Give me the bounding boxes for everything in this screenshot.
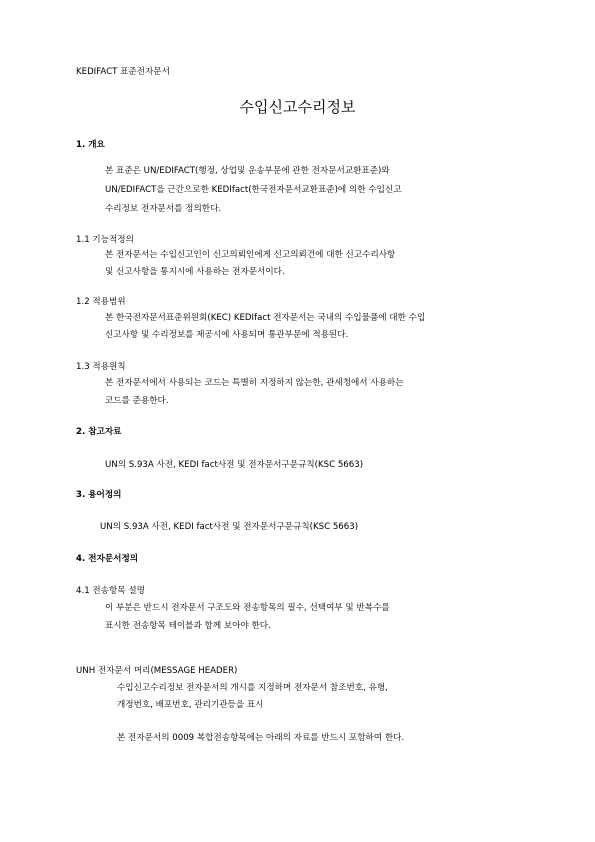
unh-note: 본 전자문서의 0009 복합전송항목에는 아래의 자료를 반드시 포함하여 한다.	[117, 733, 405, 743]
document-header: KEDIFACT 표준전자문서	[76, 67, 170, 77]
document-title: 수입신고수리정보	[239, 98, 356, 116]
section-2-text: UN의 S.93A 사전, KEDI fact사전 및 전자문서구문규칙(KSC 5663)	[105, 460, 364, 470]
section-1-3-heading: 1.3 적용원칙	[76, 362, 126, 372]
section-4-1-line-1: 이 부분은 반드시 전자문서 구조도와 전송항목의 필수, 선택여부 및 반복수를	[105, 603, 390, 613]
section-1-line-3: 수리정보 전자문서를 정의한다.	[105, 204, 222, 214]
section-1-3-line-1: 본 전자문서에서 사용되는 코드는 특별히 지정하지 않는한, 관세청에서 사용하는	[105, 378, 404, 388]
section-1-2-line-1: 본 한국전자문서표준위원회(KEC) KEDIfact 전자문서는 국내의 수입물품에 대한 수입	[105, 313, 426, 323]
unh-line-1: 수입신고수리정보 전자문서의 개시를 지정하며 전자문서 참조번호, 유형,	[117, 683, 388, 693]
section-1-1-heading: 1.1 기능적정의	[76, 235, 134, 245]
section-1-2-heading: 1.2 적용범위	[76, 297, 126, 307]
section-4-1-heading: 4.1 전송항목 설명	[76, 586, 145, 596]
section-1-2-line-2: 신고사항 및 수리정보를 제공시에 사용되며 통관부문에 적용된다.	[105, 330, 349, 340]
section-2-heading: 2. 참고자료	[76, 427, 122, 437]
section-1-3-line-2: 코드를 준용한다.	[105, 396, 169, 406]
section-4-heading: 4. 전자문서정의	[76, 554, 139, 564]
section-1-heading: 1. 개요	[76, 140, 105, 150]
section-1-line-1: 본 표준은 UN/EDIFACT(행정, 상업및 운송부문에 관한 전자문서교환표준)와	[105, 166, 390, 176]
section-3-heading: 3. 용어정의	[76, 490, 122, 500]
section-3-text: UN의 S.93A 사전, KEDI fact사전 및 전자문서구문규칙(KSC 5663)	[100, 522, 359, 532]
section-1-1-line-1: 본 전자문서는 수입신고인이 신고의뢰인에게 신고의뢰건에 대한 신고수리사항	[105, 250, 396, 260]
unh-line-2: 개정번호, 배포번호, 관리기관등을 표시	[117, 700, 264, 710]
section-1-line-2: UN/EDIFACT을 근간으로한 KEDIfact(한국전자문서교환표준)에 의한 수입신고	[105, 185, 402, 195]
section-4-1-line-2: 표시한 전송항목 테이블과 함께 보아야 한다.	[105, 621, 271, 631]
section-1-1-line-2: 및 신고사항을 통지시에 사용하는 전자문서이다.	[105, 267, 285, 277]
unh-heading: UNH 전자문서 머리(MESSAGE HEADER)	[76, 666, 238, 676]
